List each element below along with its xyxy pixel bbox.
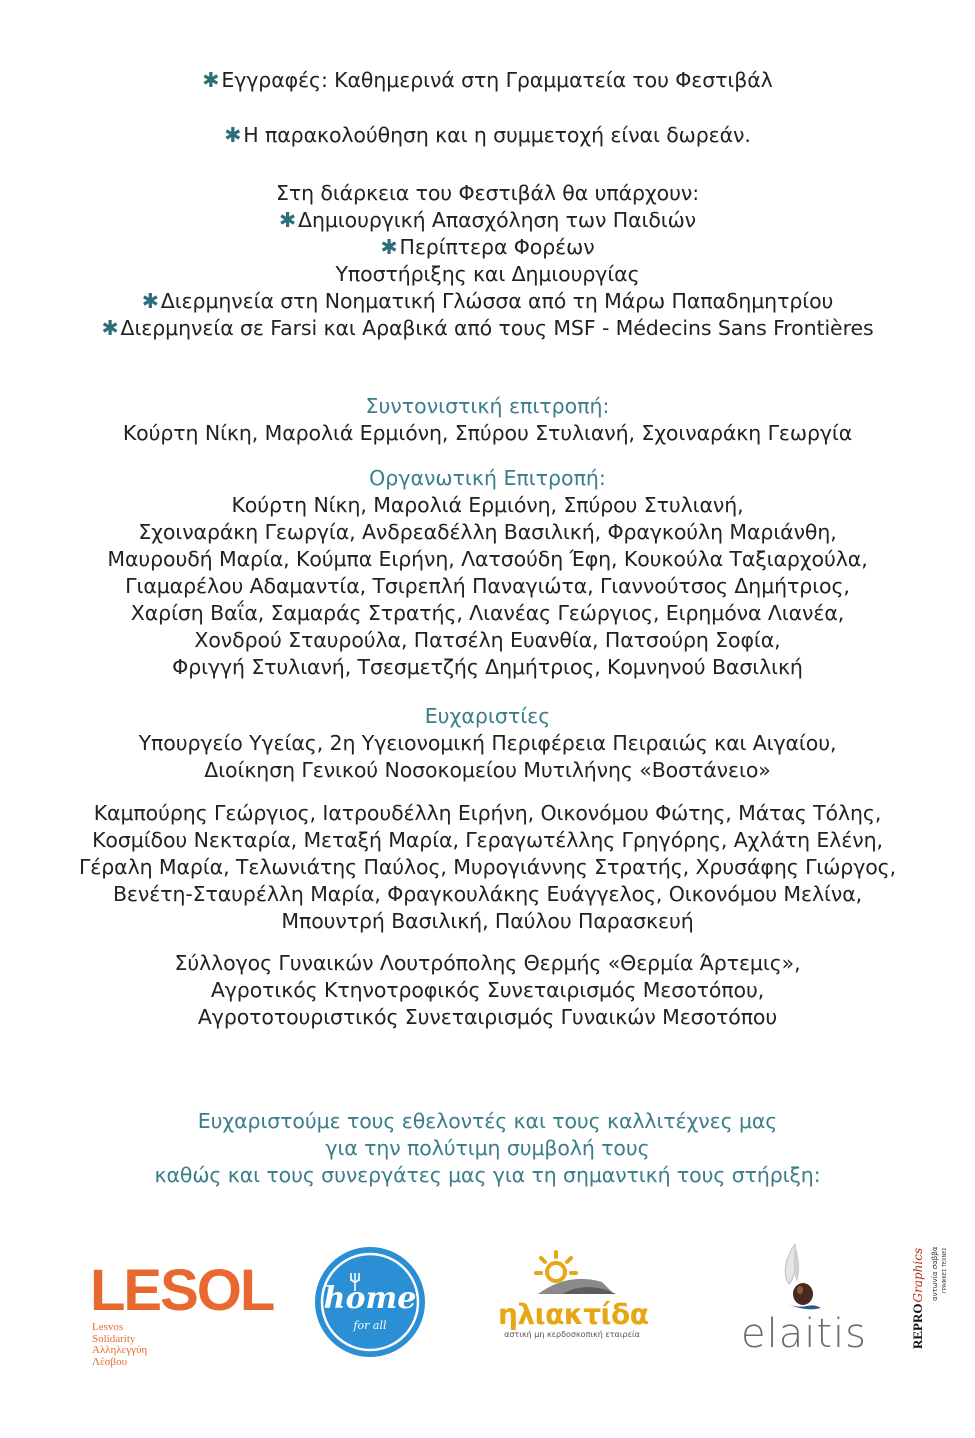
name-line: Χαρίση Βαΐα, Σαμαράς Στρατής, Λιανέας Γεώργιος, Ειρημόνα Λιανέα,	[130, 601, 845, 625]
asterisk-icon: ✱	[202, 68, 220, 92]
olive-drop-icon	[735, 1238, 865, 1310]
asterisk-icon: ✱	[224, 123, 242, 147]
name-line: Γέραλη Μαρία, Τελωνιάτης Παύλος, Μυρογιάννης Στρατής, Χρυσάφης Γιώργος,	[78, 855, 897, 879]
elaitis-logo: elaitis	[735, 1238, 865, 1354]
asterisk-icon: ✱	[101, 316, 119, 340]
thanks-associations	[0, 950, 975, 1031]
name-line: Βενέτη-Σταυρέλλη Μαρία, Φραγκουλάκης Ευάγγελος, Οικονόμου Μελίνα,	[112, 882, 863, 906]
closing-thanks	[0, 1108, 975, 1189]
coordination-committee	[0, 393, 975, 447]
sun-mountain-icon	[498, 1248, 646, 1296]
during-item: Υποστήριξης και Δημιουργίας	[335, 262, 640, 286]
name-line: Κοσμίδου Νεκταρία, Μεταξή Μαρία, Γεραγωτέλλης Γρηγόρης, Αχλάτη Ελένη,	[92, 828, 883, 852]
association-line: Αγροτικός Κτηνοτροφικός Συνεταιρισμός Μεσοτόπου,	[210, 978, 765, 1002]
name-line: Μαυρουδή Μαρία, Κούμπα Ειρήνη, Λατσούδη Έφη, Κουκούλα Ταξιαρχούλα,	[107, 547, 868, 571]
during-item: ✱Περίπτερα Φορέων	[380, 235, 595, 259]
during-item: ✱Διερμηνεία στη Νοηματική Γλώσσα από τη Μάρω Παπαδημητρίου	[141, 289, 834, 313]
name-line: Χονδρού Σταυρούλα, Πατσέλη Ευανθία, Πατσούρη Σοφία,	[194, 628, 781, 652]
name-line: Φριγγή Στυλιανή, Τσεσμετζής Δημήτριος, Κομνηνού Βασιλική	[172, 655, 803, 679]
closing-line: Ευχαριστούμε τους εθελοντές και τους καλλιτέχνες μας	[197, 1109, 778, 1133]
free-participation-line: ✱Η παρακολούθηση και η συμμετοχή είναι δωρεάν.	[224, 123, 751, 147]
institution-line: Διοίκηση Γενικού Νοσοκομείου Μυτιλήνης «Βοστάνειο»	[204, 758, 771, 782]
during-festival-list	[0, 180, 975, 342]
section-heading: Συντονιστική επιτροπή:	[365, 394, 610, 418]
name-line: Μπουντρή Βασιλική, Παύλου Παρασκευή	[281, 909, 694, 933]
thanks-people	[0, 800, 975, 935]
closing-line: για την πολύτιμη συμβολή τους	[325, 1136, 650, 1160]
asterisk-icon: ✱	[380, 235, 398, 259]
thanks-section	[0, 703, 975, 784]
iliaktida-logo: ηλιακτίδα αστική μη κερδοσκοπική εταιρεία	[498, 1248, 646, 1340]
name-line: Σχοιναράκη Γεωργία, Ανδρεαδέλλη Βασιλική, Φραγκούλη Μαριάνθη,	[138, 520, 837, 544]
registration-line: ✱Εγγραφές: Καθημερινά στη Γραμματεία του Φεστιβάλ	[202, 68, 773, 92]
info-section	[0, 67, 975, 94]
asterisk-icon: ✱	[141, 289, 159, 313]
association-line: Σύλλογος Γυναικών Λουτρόπολης Θερμής «Θερμία Άρτεμις»,	[174, 951, 801, 975]
institution-line: Υπουργείο Υγείας, 2η Υγειονομική Περιφέρεια Πειραιώς και Αιγαίου,	[138, 731, 837, 755]
during-intro: Στη διάρκεια του Φεστιβάλ θα υπάρχουν:	[275, 181, 700, 205]
repro-graphics-logo: REPROGraphics αντωνία σαββα ΓΡΑΦΙΚΕΣ ΤΕΧΝΕΣ	[910, 1246, 948, 1349]
lesol-logo: LESOL Lesvos Solidarity Αλληλεγγύη Λέσβου	[90, 1258, 274, 1368]
home-for-all-logo: home for all	[313, 1245, 427, 1359]
closing-line: καθώς και τους συνεργάτες μας για τη σημαντική τους στήριξη:	[154, 1163, 821, 1187]
name-line: Καμπούρης Γεώργιος, Ιατρουδέλλη Ειρήνη, Οικονόμου Φώτης, Μάτας Τόλης,	[93, 801, 882, 825]
organizing-committee	[0, 465, 975, 681]
name-line: Κούρτη Νίκη, Μαρολιά Ερμιόνη, Σπύρου Στυλιανή,	[231, 493, 744, 517]
association-line: Αγροτοτουριστικός Συνεταιρισμός Γυναικών Μεσοτόπου	[197, 1005, 778, 1029]
during-item: ✱Διερμηνεία σε Farsi και Αραβικά από τους MSF - Médecins Sans Frontières	[101, 316, 874, 340]
during-item: ✱Δημιουργική Απασχόληση των Παιδιών	[278, 208, 697, 232]
section-heading: Οργανωτική Επιτροπή:	[369, 466, 606, 490]
asterisk-icon: ✱	[278, 208, 297, 232]
name-line: Κούρτη Νίκη, Μαρολιά Ερμιόνη, Σπύρου Στυλιανή, Σχοιναράκη Γεωργία	[122, 421, 853, 445]
name-line: Γιαμαρέλου Αδαμαντία, Τσιρεπλή Παναγιώτα, Γιαννούτσος Δημήτριος,	[125, 574, 850, 598]
section-heading: Ευχαριστίες	[424, 704, 551, 728]
